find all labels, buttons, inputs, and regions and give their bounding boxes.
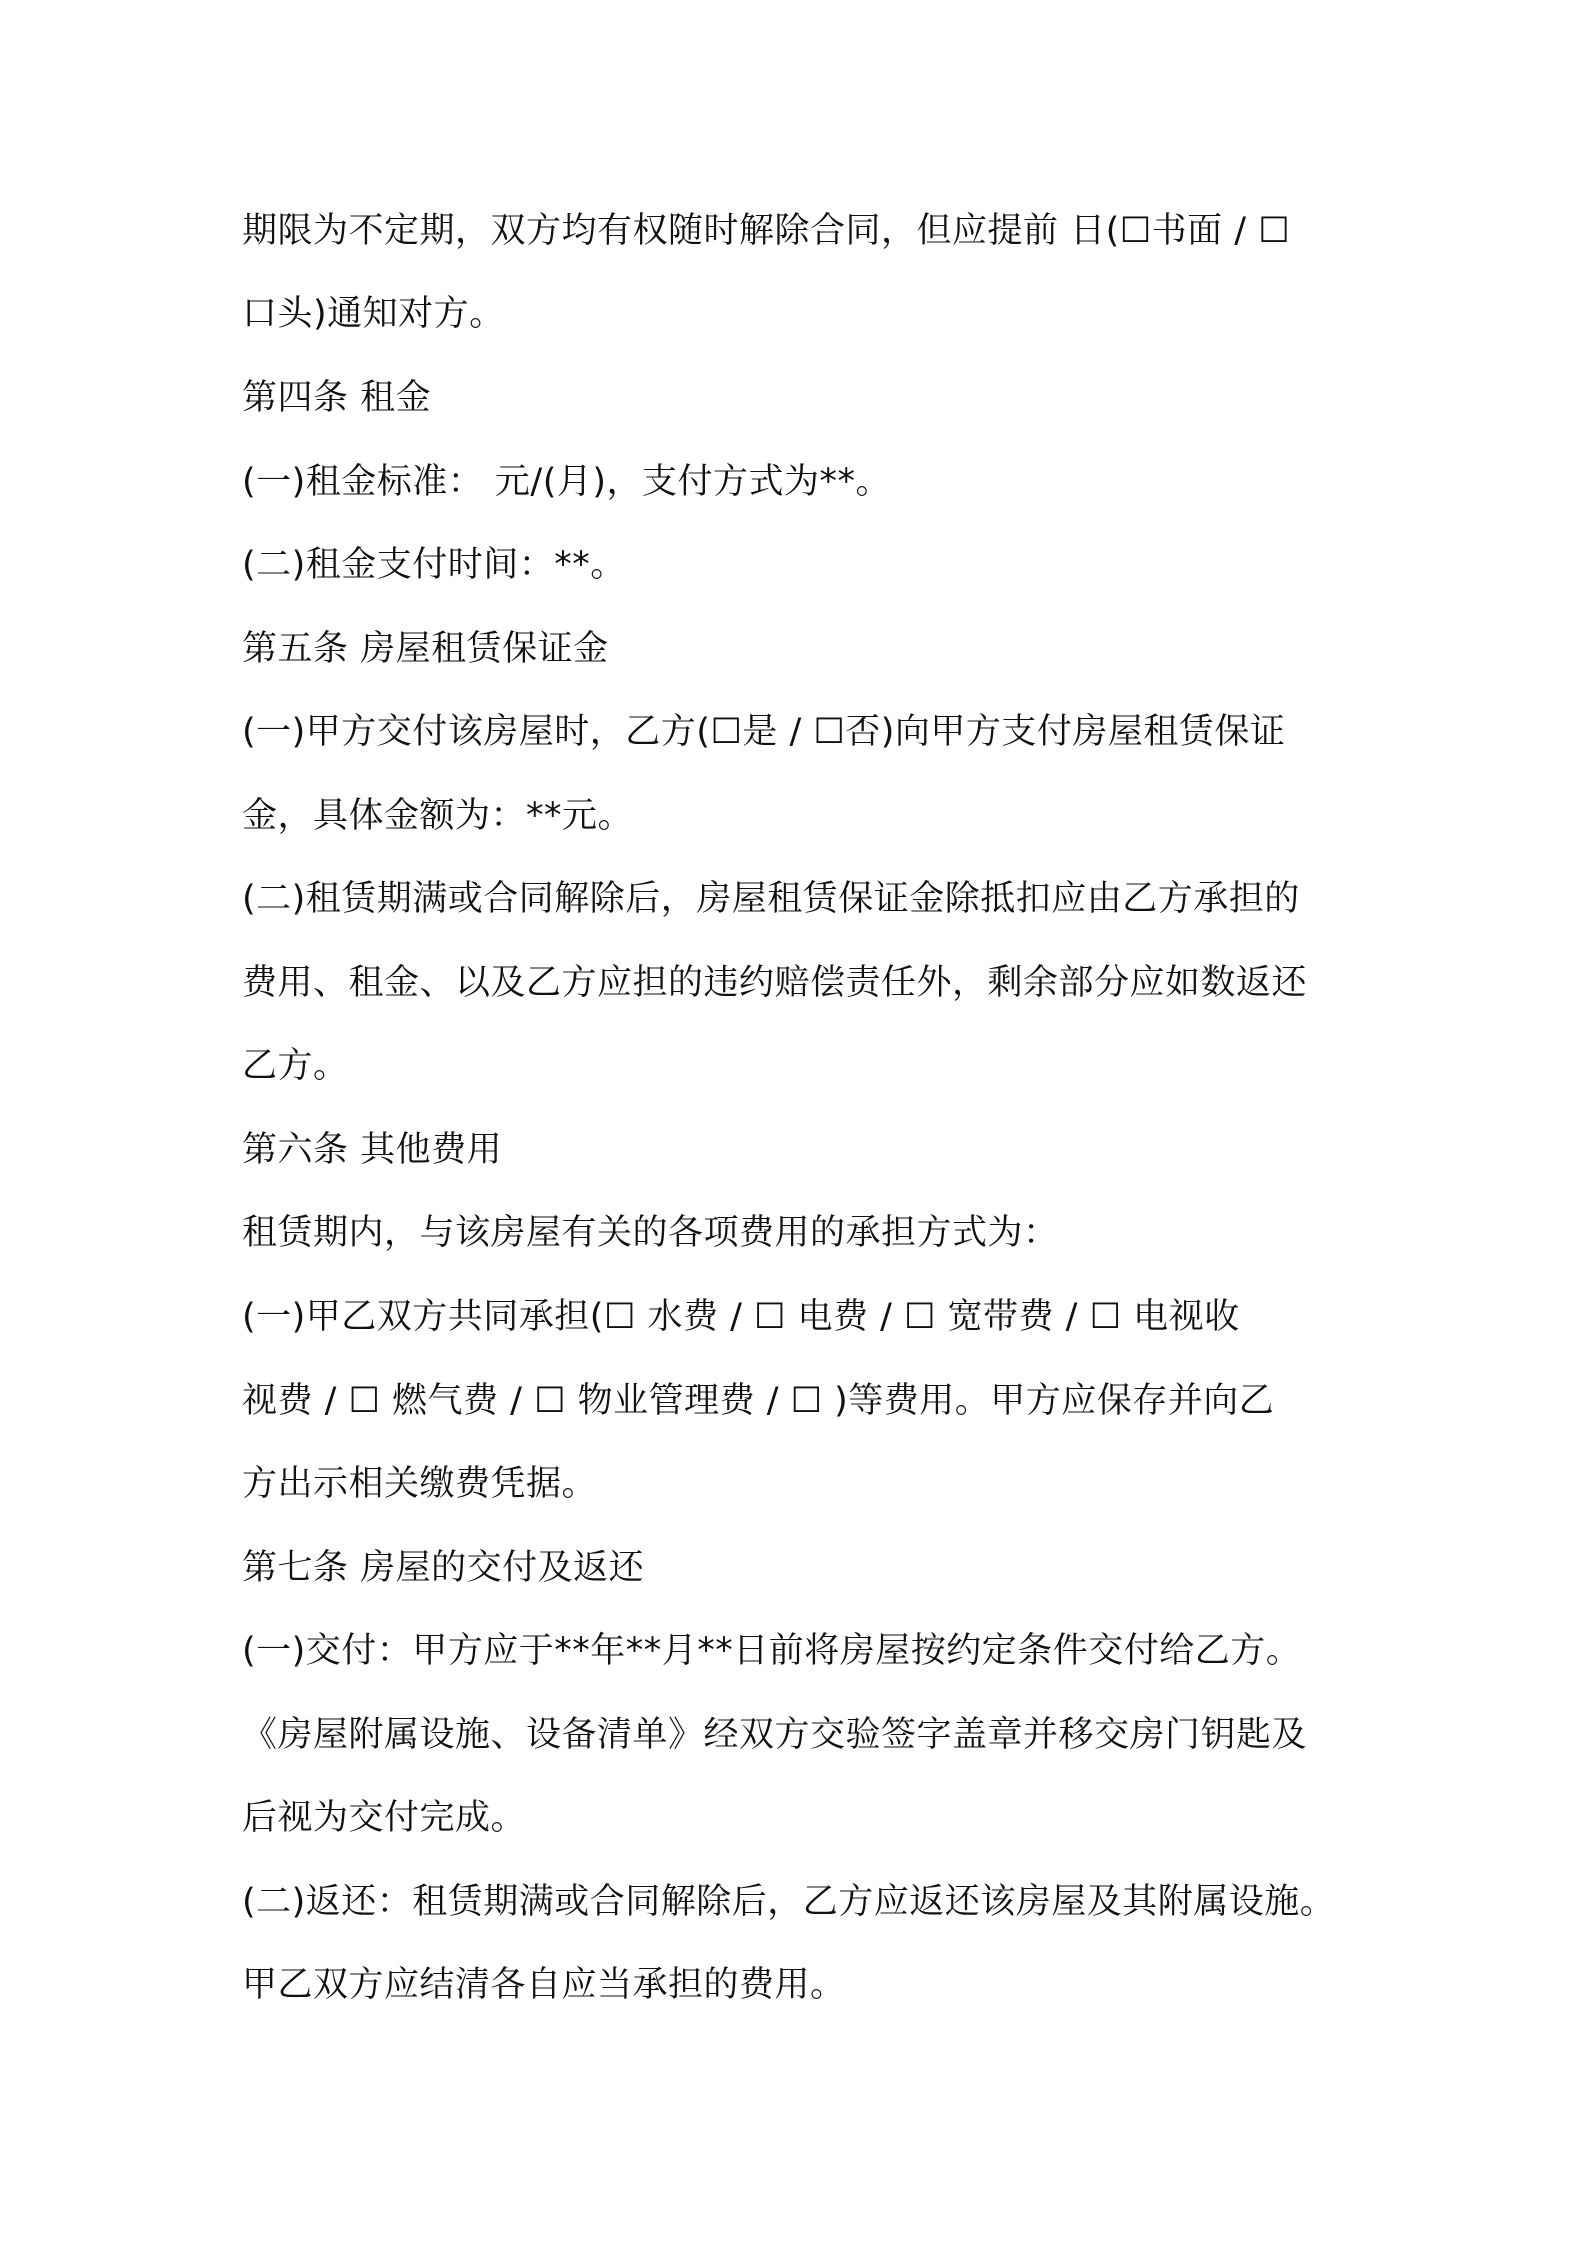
text-line-14: (一)甲乙双方共同承担(☐ 水费 / ☐ 电费 / ☐ 宽带费 / ☐ 电视收 <box>242 1297 1240 1337</box>
text-line-20: 后视为交付完成。 <box>242 1798 527 1838</box>
article-5-heading: 第五条 房屋租赁保证金 <box>242 629 609 669</box>
text-line-18: (一)交付：甲方应于**年**月**日前将房屋按约定条件交付给乙方。 <box>242 1631 1302 1671</box>
text-line-21: (二)返还：租赁期满或合同解除后，乙方应返还该房屋及其附属设施。 <box>242 1882 1336 1922</box>
text-line-1: 期限为不定期，双方均有权随时解除合同，但应提前 日(☐书面 / ☐ <box>242 211 1291 251</box>
article-4-heading: 第四条 租金 <box>242 378 432 418</box>
text-line-4: (一)租金标准： 元/(月)，支付方式为**。 <box>242 462 892 502</box>
text-line-13: 租赁期内，与该房屋有关的各项费用的承担方式为： <box>242 1213 1059 1253</box>
text-line-8: 金，具体金额为：**元。 <box>242 796 634 836</box>
text-line-2: 口头)通知对方。 <box>242 294 505 334</box>
text-line-19: 《房屋附属设施、设备清单》经双方交验签字盖章并移交房门钥匙及 <box>242 1715 1308 1755</box>
text-line-5: (二)租金支付时间：**。 <box>242 545 626 585</box>
text-line-15: 视费 / ☐ 燃气费 / ☐ 物业管理费 / ☐ )等费用。甲方应保存并向乙 <box>242 1381 1275 1421</box>
text-line-7: (一)甲方交付该房屋时，乙方(☐是 / ☐否)向甲方支付房屋租赁保证 <box>242 712 1286 752</box>
article-6-heading: 第六条 其他费用 <box>242 1130 503 1170</box>
article-7-heading: 第七条 房屋的交付及返还 <box>242 1548 645 1588</box>
text-line-10: 费用、租金、以及乙方应担的违约赔偿责任外，剩余部分应如数返还 <box>242 963 1308 1003</box>
text-line-11: 乙方。 <box>242 1046 349 1086</box>
text-line-16: 方出示相关缴费凭据。 <box>242 1464 598 1504</box>
text-line-22: 甲乙双方应结清各自应当承担的费用。 <box>242 1965 846 2005</box>
text-line-9: (二)租赁期满或合同解除后，房屋租赁保证金除抵扣应由乙方承担的 <box>242 879 1300 919</box>
